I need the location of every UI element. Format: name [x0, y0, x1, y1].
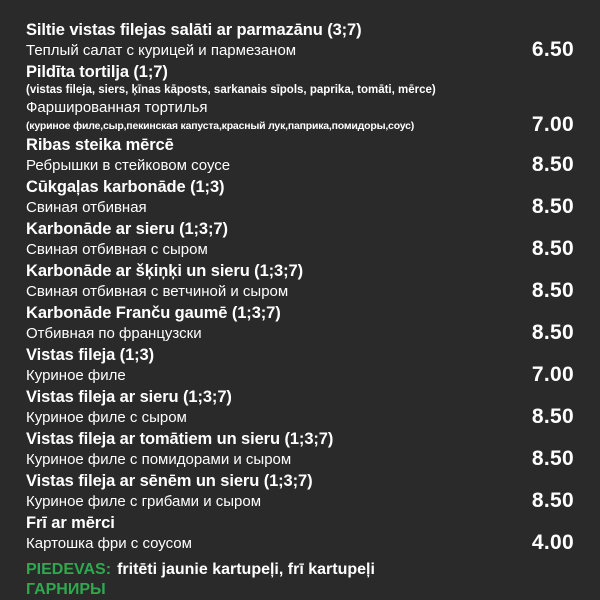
item-price: 8.50	[531, 489, 574, 512]
item-price: 7.00	[531, 363, 574, 386]
item-name: Karbonāde ar sieru (1;3;7)	[26, 220, 228, 238]
item-price: 8.50	[531, 279, 574, 302]
item-price: 8.50	[531, 237, 574, 260]
menu-item	[26, 303, 576, 344]
item-name-ru: Куриное филе	[26, 367, 126, 384]
menu-item	[26, 345, 576, 386]
item-name-ru: Отбивная по французски	[26, 325, 202, 342]
item-price: 6.50	[531, 38, 574, 61]
item-price: 8.50	[531, 405, 574, 428]
side-dishes-text: fritēti jaunie kartupeļi, frī kartupeļi	[117, 561, 375, 578]
item-name-ru: Фаршированная тортилья	[26, 99, 208, 116]
menu-list	[26, 20, 576, 598]
item-price: 8.50	[531, 153, 574, 176]
item-description: (vistas fileja, siers, ķīnas kāposts, sarkanais sīpols, paprika, tomāti, mērce)	[26, 84, 436, 96]
menu-item	[26, 513, 576, 554]
item-price: 8.50	[531, 447, 574, 470]
item-description-ru: (куриное филе,сыр,пекинская капуста,красный лук,паприка,помидоры,соус)	[26, 120, 415, 132]
menu-item	[26, 62, 576, 134]
item-name-ru: Куриное филе с грибами и сыром	[26, 493, 262, 510]
item-name: Vistas fileja ar sieru (1;3;7)	[26, 388, 232, 406]
side-dishes	[26, 560, 576, 580]
item-name: Karbonāde ar šķiņķi un sieru (1;3;7)	[26, 262, 303, 280]
item-name: Karbonāde Franču gaumē (1;3;7)	[26, 304, 281, 322]
item-name: Vistas fileja ar sēnēm un sieru (1;3;7)	[26, 472, 313, 490]
menu-item	[26, 177, 576, 218]
item-name-ru: Куриное филе с сыром	[26, 409, 187, 426]
item-name: Vistas fileja (1;3)	[26, 346, 155, 364]
item-name-ru: Теплый салат с курицей и пармезаном	[26, 42, 297, 59]
item-price: 8.50	[531, 321, 574, 344]
side-dishes-label: PIEDEVAS:	[26, 561, 112, 578]
menu-item	[26, 219, 576, 260]
item-price: 8.50	[531, 195, 574, 218]
menu-item	[26, 261, 576, 302]
item-name-ru: Картошка фри с соусом	[26, 535, 192, 552]
menu-item	[26, 135, 576, 176]
menu-item	[26, 471, 576, 512]
item-price: 4.00	[531, 531, 574, 554]
item-name: Frī ar mērci	[26, 514, 115, 532]
item-name: Siltie vistas filejas salāti ar parmazānu (3;7)	[26, 21, 362, 39]
menu-item	[26, 429, 576, 470]
item-name: Vistas fileja ar tomātiem un sieru (1;3;7)	[26, 430, 334, 448]
item-name-ru: Свиная отбивная	[26, 199, 147, 216]
menu-item	[26, 20, 576, 61]
item-name: Cūkgaļas karbonāde (1;3)	[26, 178, 225, 196]
item-name: Pildīta tortilja (1;7)	[26, 63, 168, 81]
item-name: Ribas steika mērcē	[26, 136, 174, 154]
menu-item	[26, 387, 576, 428]
item-name-ru: Свиная отбивная с ветчиной и сыром	[26, 283, 289, 300]
item-name-ru: Ребрышки в стейковом соусе	[26, 157, 231, 174]
item-name-ru: Куриное филе с помидорами и сыром	[26, 451, 292, 468]
side-dishes-ru-label: ГАРНИРЫ	[26, 581, 106, 598]
item-price: 7.00	[531, 113, 574, 136]
item-name-ru: Свиная отбивная с сыром	[26, 241, 208, 258]
